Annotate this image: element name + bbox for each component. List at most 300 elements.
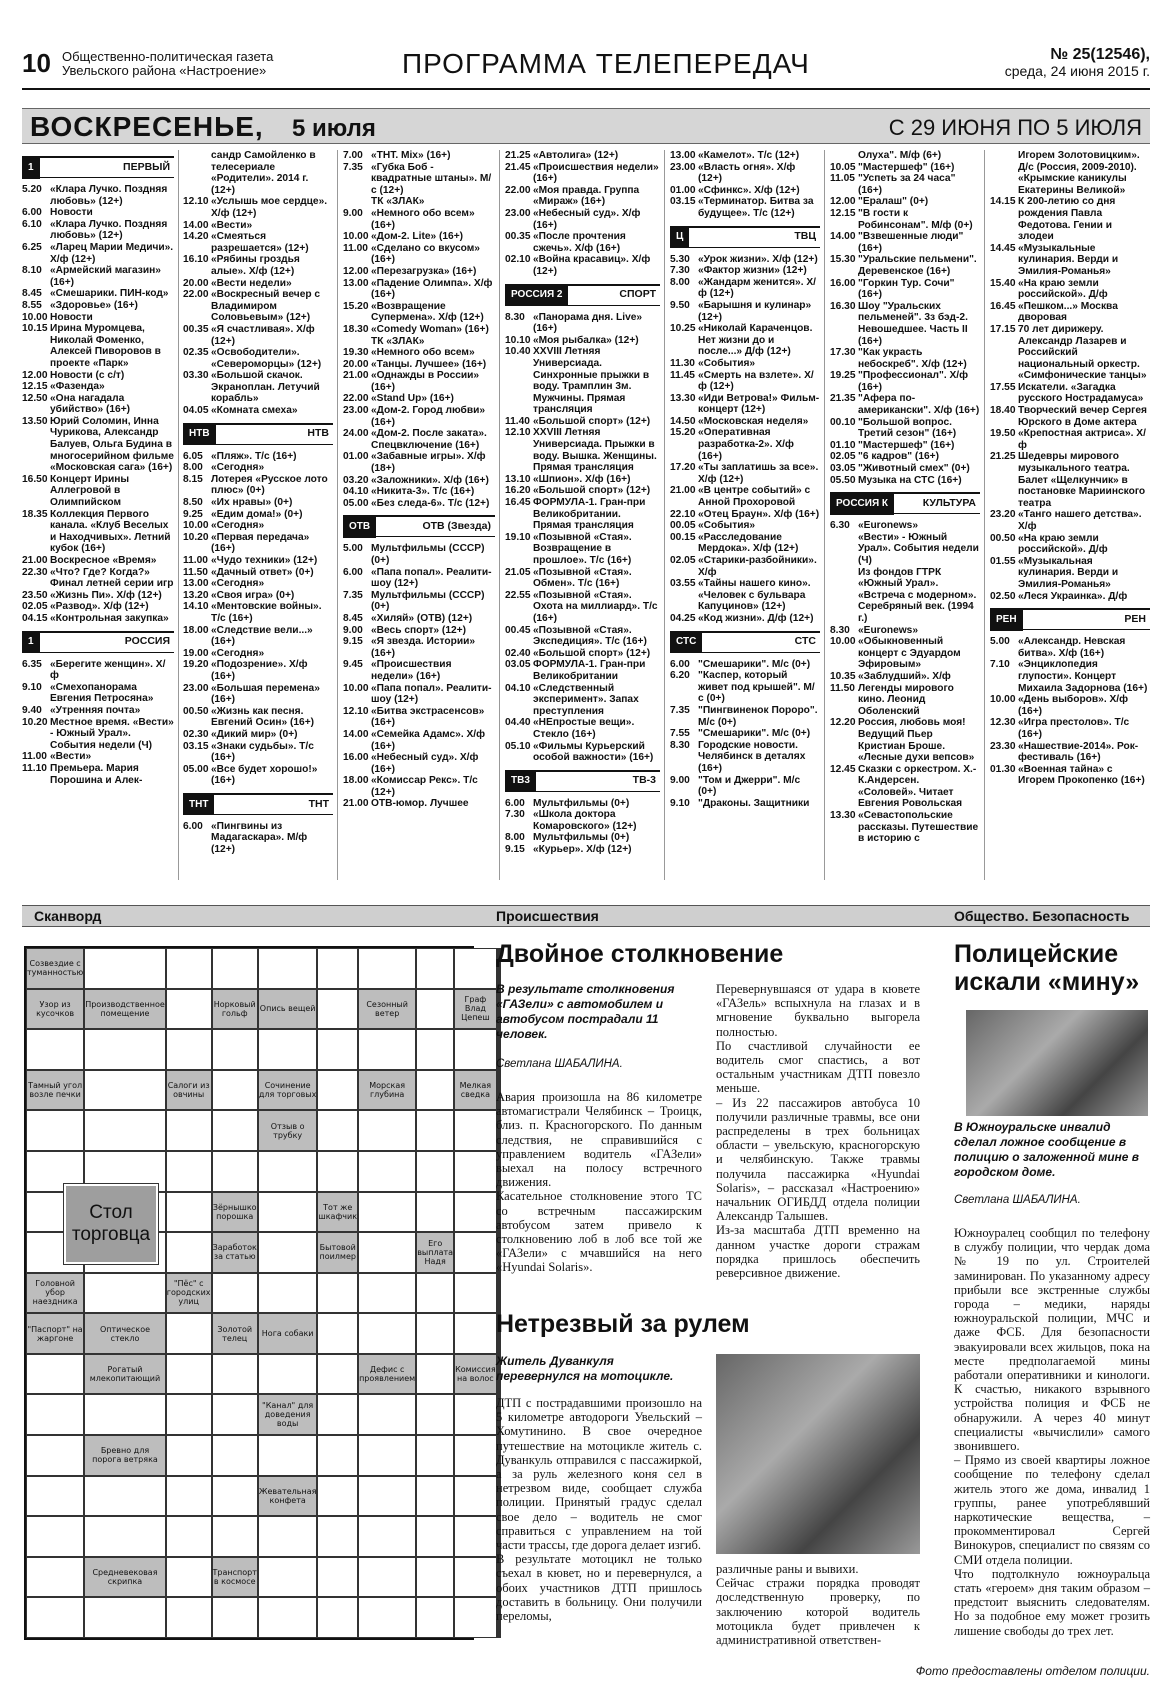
crossword-grid[interactable] — [24, 946, 496, 1640]
program-time: 5.20 — [22, 184, 42, 195]
crossword-cell[interactable] — [212, 1435, 258, 1476]
crossword-cell[interactable] — [416, 1516, 454, 1557]
program-time: 02.05 — [670, 555, 696, 566]
program-entry — [183, 590, 333, 602]
program-entry — [183, 764, 333, 787]
program-entry — [830, 347, 980, 370]
program-entry — [343, 706, 495, 729]
program-time: 6.00 — [670, 658, 690, 670]
program-time: 19.10 — [505, 531, 531, 543]
program-entry: Из фондов ГТРК «Южный Урал». «Встреча с модерном». Серебряный век. (1994 г.) — [858, 566, 977, 624]
crossword-cell[interactable] — [166, 1192, 212, 1233]
crossword-cell[interactable] — [258, 1192, 318, 1233]
channel-header — [22, 631, 174, 653]
program-entry — [830, 625, 980, 637]
program-time: 8.30 — [830, 624, 850, 636]
crossword-cell[interactable] — [166, 1394, 212, 1435]
crossword-cell[interactable] — [26, 1557, 84, 1598]
crossword-cell[interactable] — [454, 1394, 497, 1435]
crossword-cell[interactable] — [166, 1476, 212, 1517]
program-title: «После прочтения сжечь». Х/ф (16+) — [533, 231, 626, 254]
crossword-cell[interactable] — [317, 1435, 358, 1476]
program-entry — [22, 474, 174, 509]
crossword-cell[interactable] — [454, 1597, 497, 1638]
program-time: 7.10 — [990, 659, 1010, 671]
program-entry — [830, 671, 980, 683]
program-entry — [670, 277, 820, 300]
channel-logo-icon: Ц — [670, 226, 689, 248]
program-entry — [22, 590, 174, 602]
program-time: 9.10 — [22, 681, 42, 693]
program-time: 8.10 — [22, 265, 42, 277]
crossword-cell[interactable] — [454, 1192, 497, 1233]
channel-header — [830, 492, 980, 514]
program-entry — [670, 613, 820, 625]
crossword-clue: "Паспорт" на жаргоне — [26, 1313, 84, 1354]
program-title: Городские новости. Челябинск в деталях (16+) — [698, 739, 806, 774]
article-3-title: Полицейские искали «мину» — [954, 940, 1140, 996]
program-time: 18.00 — [183, 624, 209, 636]
crossword-cell[interactable] — [317, 1070, 358, 1111]
program-title: ФОРМУЛА-1. Гран-при Великобритании. Прямая трансляция — [533, 497, 646, 532]
program-time: 13.00 — [183, 578, 209, 590]
program-time: 8.45 — [343, 612, 363, 624]
program-title: «Без следа-6». Т/с (12+) — [371, 497, 490, 509]
crossword-cell[interactable] — [84, 1516, 166, 1557]
crossword-cell[interactable] — [212, 1394, 258, 1435]
program-title: «Сфинкс». Х/ф (12+) — [698, 184, 800, 196]
program-title: «Своя игра» (0+) — [211, 589, 295, 601]
crossword-cell[interactable] — [84, 1394, 166, 1435]
channel-name: РЕН — [1124, 612, 1146, 625]
program-title: ФОРМУЛА-1. Гран-при Великобритании — [533, 659, 646, 682]
motorcycle-photo — [716, 1354, 920, 1554]
program-title: XXVIII Летняя Универсиада. Прыжки в воду. Вышка. Женщины. Прямая трансляция — [533, 427, 657, 474]
crossword-cell[interactable] — [416, 1110, 454, 1151]
program-time: 01.00 — [670, 184, 696, 196]
crossword-cell[interactable] — [84, 1110, 166, 1151]
crossword-cell[interactable] — [317, 1273, 358, 1314]
channel-name: СТС — [794, 635, 816, 648]
program-entry — [22, 717, 174, 752]
crossword-cell[interactable] — [212, 1476, 258, 1517]
program-title: «Леся Украинка». Д/ф — [1018, 590, 1128, 602]
program-entry — [183, 578, 333, 590]
crossword-cell[interactable] — [317, 1557, 358, 1598]
program-time: 5.00 — [990, 636, 1010, 648]
program-time: 16.00 — [343, 752, 369, 764]
crossword-cell[interactable] — [454, 1516, 497, 1557]
crossword-cell[interactable] — [258, 1435, 318, 1476]
crossword-cell[interactable] — [416, 1354, 454, 1395]
program-time: 00.15 — [670, 531, 696, 543]
program-title: «Что? Где? Когда?» Финал летней серии игр — [50, 566, 174, 590]
page-header — [22, 44, 1150, 90]
program-time: 8.55 — [22, 299, 42, 311]
crossword-cell[interactable] — [166, 1029, 212, 1070]
program-entry — [22, 393, 174, 416]
channel-logo-icon: РОССИЯ 2 — [505, 284, 568, 306]
section-title: ПРОГРАММА ТЕЛЕПЕРЕДАЧ — [402, 48, 810, 79]
program-entry: сандр Самойленко в телесериале «Родители». 2014 г. (12+) — [211, 150, 316, 196]
crossword-cell[interactable] — [416, 948, 454, 989]
crossword-cell[interactable] — [258, 1151, 318, 1192]
crossword-cell[interactable] — [212, 1151, 258, 1192]
program-title: «Расследование Мердока». Х/ф (12+) — [698, 531, 799, 555]
crossword-cell[interactable] — [258, 1597, 318, 1638]
program-title: 70 лет дирижеру. Александр Лазарев и Российский национальный оркестр. «Симфонические танцы» — [1018, 323, 1147, 382]
program-entry — [670, 485, 820, 508]
crossword-cell[interactable] — [454, 1435, 497, 1476]
crossword-cell[interactable] — [317, 1476, 358, 1517]
program-time: 13.20 — [183, 589, 209, 601]
program-title: «Моя рыбалка» (12+) — [533, 334, 639, 346]
program-time: 9.25 — [183, 508, 203, 520]
program-entry — [183, 648, 333, 660]
channel-name: ТВЦ — [794, 230, 816, 243]
program-title: «Игра престолов». Т/с (16+) — [1018, 717, 1130, 740]
crossword-cell[interactable] — [454, 1110, 497, 1151]
program-list — [22, 184, 174, 625]
channel-name: ПЕРВЫЙ — [123, 160, 170, 173]
channel-name: ТВ-3 — [632, 774, 656, 787]
program-entry — [830, 231, 980, 254]
program-time: 01.00 — [343, 451, 369, 463]
program-title: "Профессионал". Х/ф (16+) — [858, 370, 969, 393]
program-time: 23.00 — [505, 207, 531, 219]
crossword-cell[interactable] — [454, 1476, 497, 1517]
crossword-cell[interactable] — [258, 1232, 318, 1273]
crossword-cell[interactable] — [358, 948, 416, 989]
program-time: 8.30 — [505, 311, 525, 323]
program-time: 8.00 — [505, 832, 525, 844]
crossword-cell[interactable] — [258, 1273, 318, 1314]
crossword-cell[interactable] — [416, 1435, 454, 1476]
crossword-cell[interactable] — [258, 1516, 318, 1557]
tv-column-2 — [183, 150, 333, 880]
program-time: 03.20 — [343, 474, 369, 486]
crossword-cell[interactable] — [454, 948, 497, 989]
program-title: «Первая передача» (16+) — [211, 531, 310, 555]
crossword-cell[interactable] — [358, 1151, 416, 1192]
channel-name: РОССИЯ — [124, 635, 170, 648]
program-title: Россия, любовь моя! Ведущий Пьер Кристиан Броше. «Лесные духи вепсов» — [858, 717, 975, 764]
crossword-cell[interactable] — [416, 1029, 454, 1070]
crossword-cell[interactable] — [454, 1232, 497, 1273]
crossword-cell[interactable] — [317, 1597, 358, 1638]
program-title: «Однажды в России» (16+) — [371, 370, 480, 393]
program-time: 10.00 — [343, 682, 369, 694]
crossword-clue: Сезонный ветер — [358, 989, 416, 1030]
program-time: 7.00 — [343, 150, 363, 161]
program-entry: Олуха". М/ф (6+) — [858, 150, 942, 161]
program-title: Новости (с с/т) — [50, 369, 125, 381]
article-2-lead: Житель Дуванкуля перевернулся на мотоцикле. — [496, 1354, 674, 1383]
crossword-cell[interactable] — [26, 1029, 84, 1070]
crossword-cell[interactable] — [166, 948, 212, 989]
crossword-cell[interactable] — [416, 1476, 454, 1517]
program-time: 7.35 — [343, 589, 363, 601]
crossword-cell[interactable] — [454, 1557, 497, 1598]
crossword-cell[interactable] — [358, 1557, 416, 1598]
program-title: «Старики-разбойники». Х/ф — [698, 555, 817, 578]
program-title: «Жизнь Пи». Х/ф (12+) — [50, 589, 162, 601]
crossword-cell[interactable] — [317, 1394, 358, 1435]
crossword-cell[interactable] — [212, 1110, 258, 1151]
program-time: 7.55 — [670, 728, 690, 740]
program-entry — [990, 428, 1150, 451]
program-entry — [505, 567, 660, 590]
program-entry — [990, 509, 1150, 532]
crossword-cell[interactable] — [317, 1354, 358, 1395]
crossword-cell[interactable] — [358, 1232, 416, 1273]
program-entry — [830, 278, 980, 301]
program-time: 11.00 — [22, 751, 47, 763]
crossword-cell[interactable] — [26, 1354, 84, 1395]
program-time: 16.10 — [183, 254, 209, 266]
program-entry — [343, 543, 495, 566]
crossword-cell[interactable] — [416, 1394, 454, 1435]
program-title: ОТВ-юмор. Лучшее — [371, 798, 469, 810]
program-entry — [22, 763, 174, 786]
crossword-cell[interactable] — [317, 948, 358, 989]
crossword-cell[interactable] — [166, 1313, 212, 1354]
program-title: «Подозрение». Х/ф (16+) — [211, 659, 308, 682]
program-entry — [183, 324, 333, 347]
crossword-cell[interactable] — [317, 1516, 358, 1557]
program-entry — [830, 475, 980, 487]
program-title: XXVIII Летняя Универсиада. Синхронные прыжки в воду. Трамплин 3м. Мужчины. Прямая трансляция — [533, 346, 650, 416]
program-title: Мультфильмы (СССР) (0+) — [371, 543, 485, 566]
crossword-cell[interactable] — [84, 1070, 166, 1111]
program-title: «Заблудший». Х/ф — [858, 670, 951, 682]
program-entry — [22, 242, 174, 265]
program-entry — [22, 323, 174, 369]
crossword-cell[interactable] — [212, 1029, 258, 1070]
program-title: "6 кадров" (16+) — [858, 451, 939, 463]
article-1-col-2: Перевернувшаяся от удара в кювете «ГАЗель» вспыхнула на глазах и в мгновение буквально выгорела полностью. По счастливой случайности ее водитель смог спастись, а вот остальным участникам ДТП повезло меньше. – Из 22 пассажиров автобуса 10 получили различные травмы, все они распределены в трех больницах области – увельскую, красногорскую и челябинскую. Также травмы получила пассажирка «Hyundai Solaris», – рассказал «Настроению» начальник ОГИБДД отдела полиции Александр Талышев. Из-за масштаба ДТП временно на данном участке дороги стражам порядка пришлось обеспечить реверсивное движение. — [716, 982, 920, 1281]
program-time: 22.00 — [343, 393, 369, 405]
program-entry — [670, 670, 820, 705]
program-time: 12.10 — [343, 705, 369, 717]
program-title: «Нашествие-2014». Рок-фестиваль (16+) — [1018, 740, 1139, 764]
crossword-cell[interactable] — [454, 1151, 497, 1192]
program-entry — [22, 300, 174, 312]
program-time: 8.30 — [670, 739, 690, 751]
crossword-clue: Жевательная конфета — [258, 1476, 318, 1517]
crossword-cell[interactable] — [26, 1110, 84, 1151]
program-entry — [670, 555, 820, 578]
crossword-cell[interactable] — [84, 1029, 166, 1070]
crossword-cell[interactable] — [258, 1557, 318, 1598]
crossword-cell[interactable] — [26, 1476, 84, 1517]
program-time: 01.10 — [830, 439, 856, 451]
crossword-cell[interactable] — [212, 1070, 258, 1111]
crossword-cell[interactable] — [26, 1435, 84, 1476]
program-time: 22.10 — [670, 508, 696, 520]
crossword-cell[interactable] — [358, 1476, 416, 1517]
program-time: 18.30 — [343, 323, 369, 335]
program-entry: ТК «ЗЛАК» — [371, 196, 425, 208]
crossword-cell[interactable] — [317, 1313, 358, 1354]
program-entry — [990, 591, 1150, 603]
crossword-cell[interactable] — [212, 1273, 258, 1314]
crossword-cell[interactable] — [416, 1070, 454, 1111]
crossword-cell[interactable] — [454, 1273, 497, 1314]
crossword-cell[interactable] — [416, 1273, 454, 1314]
crossword-cell[interactable] — [358, 1516, 416, 1557]
crossword-cell[interactable] — [358, 1313, 416, 1354]
program-entry — [183, 231, 333, 254]
crossword-clue: "Пёс" с городских улиц — [166, 1273, 212, 1314]
program-title: Новости — [50, 311, 93, 323]
program-entry — [505, 798, 660, 810]
program-list — [830, 150, 980, 486]
crossword-cell[interactable] — [84, 1273, 166, 1314]
crossword-cell[interactable] — [358, 1110, 416, 1151]
crossword-cell[interactable] — [358, 1597, 416, 1638]
program-time: 00.05 — [670, 520, 696, 532]
program-time: 11.10 — [22, 762, 47, 774]
crossword-cell[interactable] — [358, 1192, 416, 1233]
program-title: «День выборов». Х/ф (16+) — [1018, 694, 1129, 717]
crossword-cell[interactable] — [317, 1110, 358, 1151]
program-entry — [830, 301, 980, 347]
program-title: «Иди Ветрова!» Фильм-концерт (12+) — [698, 392, 820, 416]
crossword-clue: Головной убор наездника — [26, 1273, 84, 1314]
crossword-cell[interactable] — [317, 1029, 358, 1070]
program-time: 6.05 — [183, 450, 203, 462]
program-entry — [670, 370, 820, 393]
crossword-cell[interactable] — [166, 1435, 212, 1476]
crossword-cell[interactable] — [416, 1151, 454, 1192]
crossword-cell[interactable] — [258, 1354, 318, 1395]
program-title: «Позывной «Стая». Охота на миллиард». Т/с (16+) — [533, 589, 658, 624]
program-title: «Падение Олимпа». Х/ф (16+) — [371, 277, 493, 301]
crossword-cell[interactable] — [166, 989, 212, 1030]
program-time: 11.45 — [670, 369, 695, 381]
program-time: 12.10 — [183, 196, 209, 208]
program-title: «Большая перемена» (16+) — [211, 682, 320, 706]
program-entry — [670, 196, 820, 219]
program-title: «Вести недели» — [211, 277, 292, 289]
crossword-cell[interactable] — [166, 1110, 212, 1151]
program-time: 20.00 — [183, 277, 209, 289]
program-title: «Дом-2. Город любви» (16+) — [371, 405, 486, 428]
program-entry — [670, 416, 820, 428]
program-title: «Александр. Невская битва». Х/ф (16+) — [1018, 636, 1126, 659]
program-time: 16.45 — [990, 300, 1016, 312]
crossword-cell[interactable] — [26, 1597, 84, 1638]
program-title: «Дом-2. После заката». Спецвключение (16+) — [371, 428, 487, 451]
program-title: Мультфильмы (0+) — [533, 832, 630, 844]
crossword-clue: Рогатый млекопитающий — [84, 1354, 166, 1395]
program-entry — [670, 705, 820, 728]
program-time: 10.20 — [22, 716, 48, 728]
crossword-cell[interactable] — [166, 1557, 212, 1598]
program-title: «Музыкальная кулинария. Верди и Эмилия-Романья» — [1018, 555, 1119, 590]
crossword-cell[interactable] — [166, 1597, 212, 1638]
program-time: 22.55 — [505, 589, 531, 601]
crossword-cell[interactable] — [84, 948, 166, 989]
program-title: «Папа попал». Реалити-шоу (12+) — [371, 566, 492, 590]
program-time: 9.45 — [343, 659, 363, 671]
program-entry — [343, 370, 495, 393]
program-title: «Дачный ответ» (0+) — [211, 566, 314, 578]
crossword-cell[interactable] — [416, 1192, 454, 1233]
crossword-cell[interactable] — [358, 1394, 416, 1435]
crossword-cell[interactable] — [358, 1029, 416, 1070]
crossword-cell[interactable] — [416, 1313, 454, 1354]
crossword-cell[interactable] — [212, 1597, 258, 1638]
crossword-cell[interactable] — [84, 1476, 166, 1517]
program-title: «На краю земли российской». Д/ф — [1018, 277, 1108, 301]
crossword-cell[interactable] — [166, 1232, 212, 1273]
crossword-cell[interactable] — [416, 1557, 454, 1598]
program-entry — [670, 265, 820, 277]
program-title: «Позывной «Стая». Экспедиция». Т/с (16+) — [533, 624, 647, 648]
crossword-cell[interactable] — [258, 948, 318, 989]
program-title: «Небесный суд». Х/ф (16+) — [371, 752, 479, 775]
crossword-cell[interactable] — [26, 1394, 84, 1435]
program-time: 02.35 — [183, 347, 209, 359]
paper-line1: Общественно-политическая газета — [62, 49, 274, 64]
program-title: «Воскресный вечер с Владимиром Соловьевым» (12+) — [211, 289, 321, 324]
crossword-cell[interactable] — [317, 1151, 358, 1192]
program-entry — [22, 265, 174, 288]
program-time: 12.00 — [830, 196, 856, 208]
crossword-cell[interactable] — [416, 989, 454, 1030]
program-title: Юрий Соломин, Инна Чурикова, Александр Балуев, Ольга Будина в многосерийном фильме «Московская сага» (16+) — [50, 415, 174, 474]
program-time: 9.10 — [670, 797, 690, 809]
program-title: «Большой спорт» (12+) — [533, 485, 651, 497]
program-title: «Смеяться разрешается» (12+) — [211, 231, 309, 254]
program-entry — [183, 196, 333, 219]
crossword-cell[interactable] — [454, 1313, 497, 1354]
program-time: 21.25 — [990, 451, 1016, 463]
crossword-cell[interactable] — [454, 1029, 497, 1070]
crossword-cell[interactable] — [26, 1516, 84, 1557]
program-time: 13.00 — [670, 150, 696, 161]
crossword-cell[interactable] — [166, 1354, 212, 1395]
crossword-cell[interactable] — [84, 1597, 166, 1638]
program-time: 04.25 — [670, 612, 696, 624]
crossword-cell[interactable] — [317, 989, 358, 1030]
program-time: 8.00 — [183, 462, 203, 474]
issue-number: № 25(12546), — [1050, 46, 1150, 63]
crossword-cell[interactable] — [166, 1516, 212, 1557]
program-time: 11.05 — [830, 173, 855, 185]
crossword-cell[interactable] — [358, 1273, 416, 1314]
program-entry — [505, 254, 660, 277]
program-entry — [990, 243, 1150, 278]
program-time: 02.50 — [990, 590, 1016, 602]
program-title: «Едим дома!» (0+) — [211, 508, 303, 520]
program-time: 9.40 — [22, 704, 42, 716]
program-title: «ТНТ. Mix» (16+) — [371, 150, 451, 161]
channel-header — [183, 423, 333, 445]
program-title: Мультфильмы (0+) — [533, 797, 630, 809]
program-title: «Вести» — [211, 219, 253, 231]
issue-info — [1005, 46, 1150, 80]
crossword-cell[interactable] — [212, 1354, 258, 1395]
crossword-cell[interactable] — [358, 1435, 416, 1476]
crossword-cell[interactable] — [212, 1516, 258, 1557]
crossword-cell[interactable] — [258, 1029, 318, 1070]
crossword-cell[interactable] — [416, 1597, 454, 1638]
crossword-cell[interactable] — [212, 948, 258, 989]
crossword-cell[interactable] — [166, 1151, 212, 1192]
